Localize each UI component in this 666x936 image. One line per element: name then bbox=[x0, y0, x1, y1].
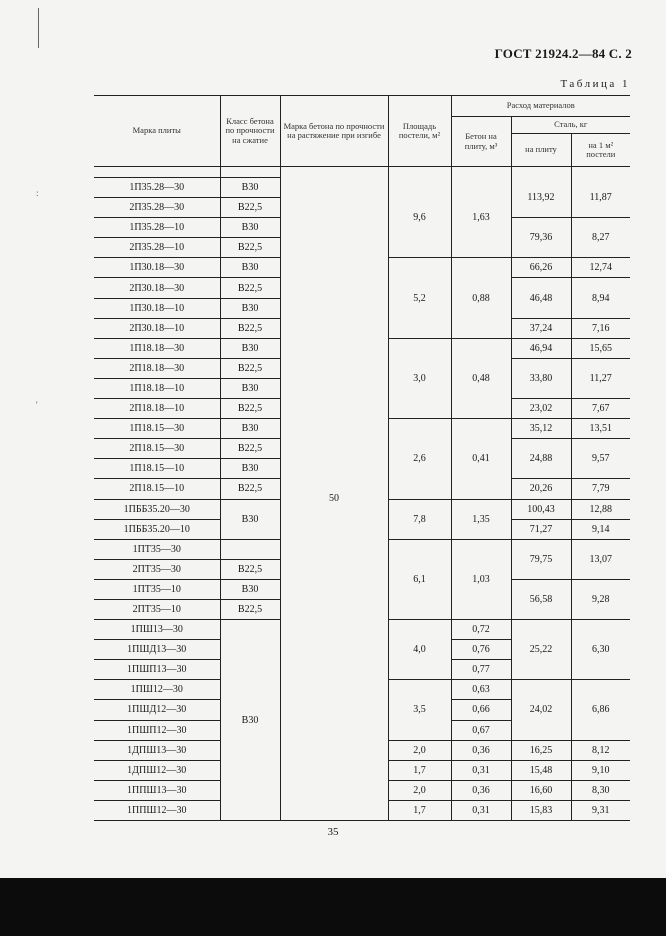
concrete-class: В30 bbox=[220, 378, 280, 398]
concrete-volume: 0,72 bbox=[451, 620, 511, 640]
bed-area: 1,7 bbox=[388, 800, 451, 820]
steel-per-plate: 100,43 bbox=[511, 499, 571, 519]
table-label: Таблица 1 bbox=[560, 78, 630, 90]
concrete-class: В22,5 bbox=[220, 479, 280, 499]
plate-mark: 1ППШ13—30 bbox=[94, 780, 220, 800]
plate-mark: 1ПББ35.20—30 bbox=[94, 499, 220, 519]
concrete-class bbox=[220, 539, 280, 559]
steel-per-m2: 11,27 bbox=[571, 358, 630, 398]
plate-mark: 1П35.28—30 bbox=[94, 178, 220, 198]
steel-per-plate: 46,48 bbox=[511, 278, 571, 318]
plate-mark: 1ПШ12—30 bbox=[94, 680, 220, 700]
bed-area: 3,0 bbox=[388, 338, 451, 418]
materials-table bbox=[94, 95, 630, 821]
col-class-header: Класс бетона по прочности на сжатие bbox=[220, 96, 280, 167]
steel-per-plate: 66,26 bbox=[511, 258, 571, 278]
steel-per-plate: 33,80 bbox=[511, 358, 571, 398]
plate-mark: 1ДПШ13—30 bbox=[94, 740, 220, 760]
steel-per-m2: 7,79 bbox=[571, 479, 630, 499]
concrete-class: В22,5 bbox=[220, 439, 280, 459]
col-steel-plate-header: на плиту bbox=[511, 134, 571, 167]
margin-mark: : bbox=[36, 188, 39, 198]
steel-per-plate: 79,75 bbox=[511, 539, 571, 579]
plate-mark: 2П18.18—30 bbox=[94, 358, 220, 378]
steel-per-m2: 9,57 bbox=[571, 439, 630, 479]
plate-mark: 1ДПШ12—30 bbox=[94, 760, 220, 780]
plate-mark: 2П18.15—30 bbox=[94, 439, 220, 459]
steel-per-plate: 16,25 bbox=[511, 740, 571, 760]
concrete-volume: 1,63 bbox=[451, 178, 511, 258]
plate-mark: 1ППШ12—30 bbox=[94, 800, 220, 820]
plate-mark: 2П30.18—10 bbox=[94, 318, 220, 338]
col-steel-m2-header: на 1 м² постели bbox=[571, 134, 630, 167]
concrete-volume: 0,31 bbox=[451, 760, 511, 780]
concrete-volume: 0,41 bbox=[451, 419, 511, 499]
concrete-class: В30 bbox=[220, 258, 280, 278]
plate-mark: 2П18.18—10 bbox=[94, 399, 220, 419]
bed-area: 6,1 bbox=[388, 539, 451, 619]
concrete-class: В30 bbox=[220, 459, 280, 479]
bend-strength: 50 bbox=[280, 178, 388, 821]
plate-mark: 1ПШД13—30 bbox=[94, 640, 220, 660]
plate-mark: 1ПШП12—30 bbox=[94, 720, 220, 740]
concrete-volume: 0,31 bbox=[451, 800, 511, 820]
steel-per-plate: 15,48 bbox=[511, 760, 571, 780]
concrete-volume: 0,77 bbox=[451, 660, 511, 680]
steel-per-m2: 9,28 bbox=[571, 579, 630, 619]
concrete-class: В30 bbox=[220, 298, 280, 318]
steel-per-plate: 113,92 bbox=[511, 178, 571, 218]
col-concrete-header: Бетон на плиту, м³ bbox=[451, 117, 511, 167]
steel-per-m2: 9,31 bbox=[571, 800, 630, 820]
col-steel-header: Сталь, кг bbox=[511, 117, 630, 134]
plate-mark: 1П30.18—30 bbox=[94, 258, 220, 278]
steel-per-m2: 7,16 bbox=[571, 318, 630, 338]
margin-mark: ' bbox=[36, 400, 38, 410]
plate-mark: 1П35.28—10 bbox=[94, 218, 220, 238]
concrete-class: В30 bbox=[220, 178, 280, 198]
concrete-class: В22,5 bbox=[220, 278, 280, 298]
steel-per-m2: 6,30 bbox=[571, 620, 630, 680]
col-area-header: Площадь постели, м² bbox=[388, 96, 451, 167]
plate-mark: 1П30.18—10 bbox=[94, 298, 220, 318]
concrete-volume: 0,88 bbox=[451, 258, 511, 338]
plate-mark: 1ПШД12—30 bbox=[94, 700, 220, 720]
plate-mark: 1П18.18—30 bbox=[94, 338, 220, 358]
steel-per-m2: 7,67 bbox=[571, 399, 630, 419]
bed-area: 2,6 bbox=[388, 419, 451, 499]
plate-mark: 1ПББ35.20—10 bbox=[94, 519, 220, 539]
plate-mark: 1П18.18—10 bbox=[94, 378, 220, 398]
plate-mark: 2ПТ35—30 bbox=[94, 559, 220, 579]
steel-per-m2: 15,65 bbox=[571, 338, 630, 358]
steel-per-plate: 37,24 bbox=[511, 318, 571, 338]
scan-edge-band bbox=[0, 878, 666, 936]
steel-per-m2: 12,88 bbox=[571, 499, 630, 519]
bed-area: 2,0 bbox=[388, 740, 451, 760]
steel-per-plate: 56,58 bbox=[511, 579, 571, 619]
steel-per-plate: 71,27 bbox=[511, 519, 571, 539]
concrete-class: В30 bbox=[220, 419, 280, 439]
plate-mark: 2П18.15—10 bbox=[94, 479, 220, 499]
bed-area: 2,0 bbox=[388, 780, 451, 800]
plate-mark: 1П18.15—10 bbox=[94, 459, 220, 479]
concrete-class: В22,5 bbox=[220, 198, 280, 218]
steel-per-plate: 15,83 bbox=[511, 800, 571, 820]
concrete-class: В22,5 bbox=[220, 559, 280, 579]
steel-per-plate: 35,12 bbox=[511, 419, 571, 439]
bed-area: 3,5 bbox=[388, 680, 451, 740]
plate-mark: 2П30.18—30 bbox=[94, 278, 220, 298]
concrete-volume: 0,36 bbox=[451, 740, 511, 760]
concrete-volume: 0,36 bbox=[451, 780, 511, 800]
concrete-class: В30 bbox=[220, 218, 280, 238]
plate-mark: 1ПТ35—10 bbox=[94, 579, 220, 599]
steel-per-m2: 11,87 bbox=[571, 178, 630, 218]
concrete-volume: 0,76 bbox=[451, 640, 511, 660]
steel-per-plate: 46,94 bbox=[511, 338, 571, 358]
bed-area: 4,0 bbox=[388, 620, 451, 680]
concrete-volume: 0,67 bbox=[451, 720, 511, 740]
concrete-class: В22,5 bbox=[220, 358, 280, 378]
concrete-class: В22,5 bbox=[220, 238, 280, 258]
plate-mark: 1ПШ13—30 bbox=[94, 620, 220, 640]
concrete-class: В22,5 bbox=[220, 599, 280, 619]
steel-per-plate: 24,02 bbox=[511, 680, 571, 740]
concrete-volume: 1,35 bbox=[451, 499, 511, 539]
steel-per-m2: 13,51 bbox=[571, 419, 630, 439]
concrete-class: В30 bbox=[220, 338, 280, 358]
col-bend-header: Марка бетона по прочности на растяжение при изгибе bbox=[280, 96, 388, 167]
steel-per-plate: 25,22 bbox=[511, 620, 571, 680]
page-number: 35 bbox=[327, 826, 339, 838]
concrete-class: В22,5 bbox=[220, 399, 280, 419]
plate-mark: 2П35.28—10 bbox=[94, 238, 220, 258]
concrete-class: В30 bbox=[220, 620, 280, 821]
margin-line bbox=[38, 8, 39, 48]
steel-per-plate: 20,26 bbox=[511, 479, 571, 499]
steel-per-m2: 8,30 bbox=[571, 780, 630, 800]
steel-per-plate: 16,60 bbox=[511, 780, 571, 800]
concrete-volume: 0,66 bbox=[451, 700, 511, 720]
steel-per-m2: 9,10 bbox=[571, 760, 630, 780]
steel-per-m2: 8,27 bbox=[571, 218, 630, 258]
steel-per-m2: 8,12 bbox=[571, 740, 630, 760]
steel-per-plate: 23,02 bbox=[511, 399, 571, 419]
concrete-volume: 1,03 bbox=[451, 539, 511, 619]
col-consumption-header: Расход материалов bbox=[451, 96, 630, 117]
plate-mark: 1ПШП13—30 bbox=[94, 660, 220, 680]
bed-area: 7,8 bbox=[388, 499, 451, 539]
concrete-class: В30 bbox=[220, 499, 280, 539]
concrete-class: В22,5 bbox=[220, 318, 280, 338]
steel-per-m2: 6,86 bbox=[571, 680, 630, 740]
steel-per-plate: 24,88 bbox=[511, 439, 571, 479]
steel-per-m2: 13,07 bbox=[571, 539, 630, 579]
bed-area: 1,7 bbox=[388, 760, 451, 780]
steel-per-m2: 9,14 bbox=[571, 519, 630, 539]
document-code: ГОСТ 21924.2—84 С. 2 bbox=[494, 46, 632, 61]
concrete-class: В30 bbox=[220, 579, 280, 599]
plate-mark: 2ПТ35—10 bbox=[94, 599, 220, 619]
plate-mark: 1П18.15—30 bbox=[94, 419, 220, 439]
bed-area: 5,2 bbox=[388, 258, 451, 338]
concrete-volume: 0,63 bbox=[451, 680, 511, 700]
concrete-volume: 0,48 bbox=[451, 338, 511, 418]
steel-per-m2: 12,74 bbox=[571, 258, 630, 278]
steel-per-plate: 79,36 bbox=[511, 218, 571, 258]
col-mark-header: Марка плиты bbox=[94, 96, 220, 167]
plate-mark: 1ПТ35—30 bbox=[94, 539, 220, 559]
bed-area: 9,6 bbox=[388, 178, 451, 258]
steel-per-m2: 8,94 bbox=[571, 278, 630, 318]
plate-mark: 2П35.28—30 bbox=[94, 198, 220, 218]
